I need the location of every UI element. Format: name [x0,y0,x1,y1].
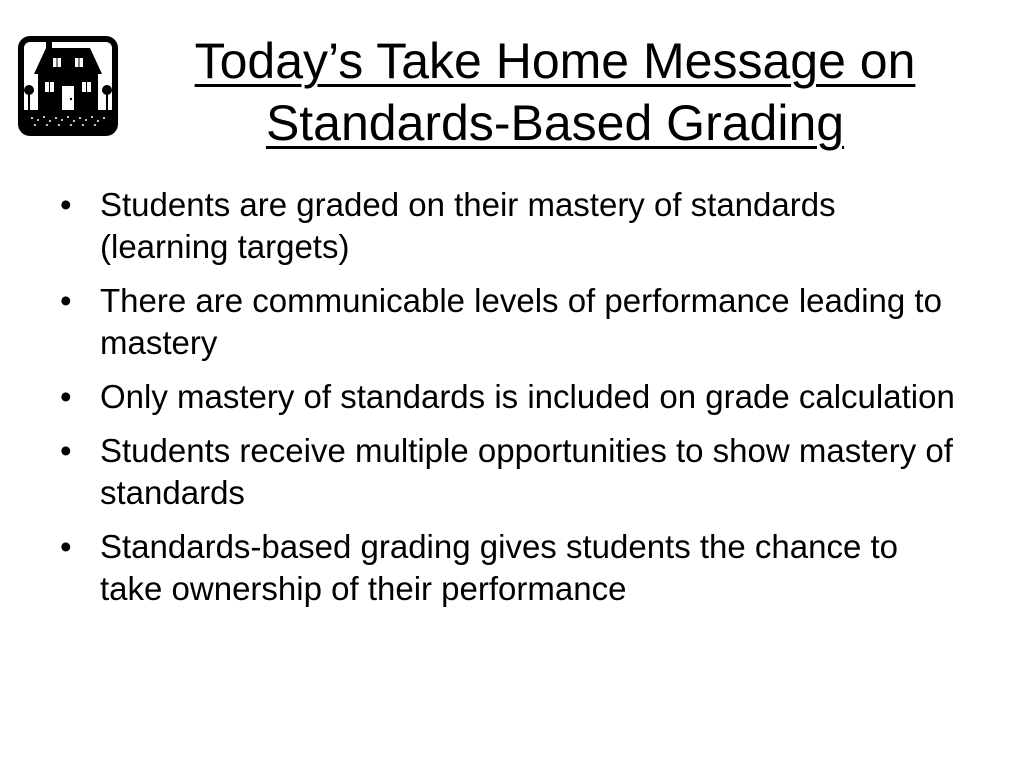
house-icon [16,34,120,138]
slide-title [130,30,980,154]
bullet-item: • Students receive multiple opportunities to show mastery of standards [60,430,960,514]
bullet-list [60,184,960,622]
bullet-item: • Only mastery of standards is included on grade calculation [60,376,960,418]
slide-title-line-2: Standards-Based Grading [265,95,845,151]
bullet-item: • Standards-based grading gives students the chance to take ownership of their performance [60,526,960,610]
slide-title-line-1: Today’s Take Home Message on [194,33,916,89]
bullet-item: • There are communicable levels of performance leading to mastery [60,280,960,364]
bullet-item: • Students are graded on their mastery of standards (learning targets) [60,184,960,268]
